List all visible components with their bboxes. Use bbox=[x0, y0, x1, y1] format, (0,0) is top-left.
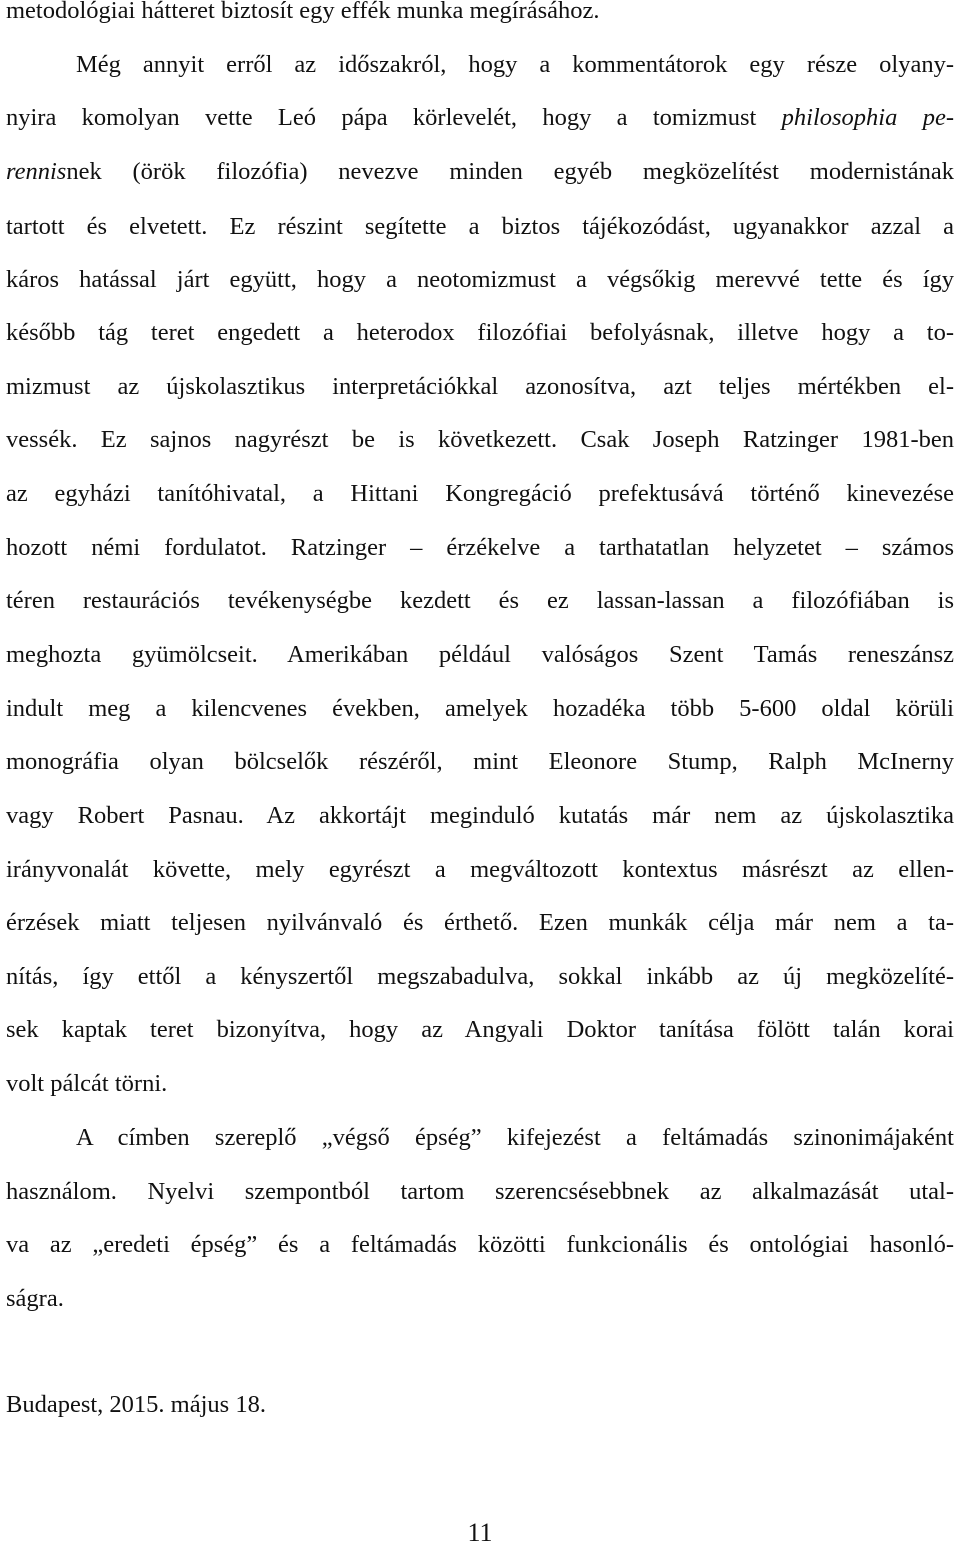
signature-place-date: Budapest, 2015. május 18. bbox=[6, 1391, 266, 1418]
page-number: 11 bbox=[467, 1518, 493, 1547]
text-line-14: indult meg a kilencvenes években, amelyek hozadéka több 5-600 oldal körüli bbox=[6, 695, 954, 722]
text-line-9: vessék. Ez sajnos nagyrészt be is következett. Csak Joseph Ratzinger 1981-ben bbox=[6, 426, 954, 453]
text-line-4: rennisnek (örök filozófia) nevezve minden egyéb megközelítést modernistának bbox=[6, 158, 954, 185]
italic-term: philosophia pe- bbox=[781, 104, 954, 131]
text-line-21: volt pálcát törni. bbox=[6, 1070, 168, 1097]
text-line-16: vagy Robert Pasnau. Az akkortájt meginduló kutatás már nem az újskolasztika bbox=[6, 802, 954, 829]
text-line-24: va az „eredeti épség” és a feltámadás közötti funkcionális és ontológiai hasonló- bbox=[6, 1231, 954, 1258]
text-line-13: meghozta gyümölcseit. Amerikában például valóságos Szent Tamás reneszánsz bbox=[6, 641, 954, 668]
text-line-18: érzések miatt teljesen nyilvánvaló és érthető. Ezen munkák célja már nem a ta- bbox=[6, 909, 954, 936]
text-line-1: metodológiai hátteret biztosít egy effék munka megírásához. bbox=[6, 0, 600, 24]
italic-term: rennis bbox=[6, 158, 67, 185]
text-line-7: később tág teret engedett a heterodox filozófiai befolyásnak, illetve hogy a to- bbox=[6, 319, 954, 346]
text-line-2: Még annyit erről az időszakról, hogy a kommentátorok egy része olyany- bbox=[76, 51, 954, 78]
text-line-5: tartott és elvetett. Ez részint segítette a biztos tájékozódást, ugyanakkor azzal a bbox=[6, 213, 954, 240]
text-line-23: használom. Nyelvi szempontból tartom szerencsésebbnek az alkalmazását utal- bbox=[6, 1178, 954, 1205]
text-line-20: sek kaptak teret bizonyítva, hogy az Angyali Doktor tanítása fölött talán korai bbox=[6, 1016, 954, 1043]
text-line-22: A címben szereplő „végső épség” kifejezést a feltámadás szinonimájaként bbox=[76, 1124, 954, 1151]
text-line-19: nítás, így ettől a kényszertől megszabadulva, sokkal inkább az új megközelíté- bbox=[6, 963, 954, 990]
text-line-17: irányvonalát követte, mely egyrészt a megváltozott kontextus másrészt az ellen- bbox=[6, 856, 954, 883]
text-line-11: hozott némi fordulatot. Ratzinger – érzékelve a tarthatatlan helyzetet – számos bbox=[6, 534, 954, 561]
text-line-6: káros hatással járt együtt, hogy a neotomizmust a végsőkig merevvé tette és így bbox=[6, 266, 954, 293]
text-line-12: téren restaurációs tevékenységbe kezdett és ez lassan-lassan a filozófiában is bbox=[6, 587, 954, 614]
text-line-8: mizmust az újskolasztikus interpretációkkal azonosítva, azt teljes mértékben el- bbox=[6, 373, 954, 400]
text-line-10: az egyházi tanítóhivatal, a Hittani Kongregáció prefektusává történő kinevezése bbox=[6, 480, 954, 507]
text-line-15: monográfia olyan bölcselők részéről, mint Eleonore Stump, Ralph McInerny bbox=[6, 748, 954, 775]
text-line-25: ságra. bbox=[6, 1285, 64, 1312]
text-line-3: nyira komolyan vette Leó pápa körlevelét, hogy a tomizmust philosophia pe- bbox=[6, 104, 954, 131]
